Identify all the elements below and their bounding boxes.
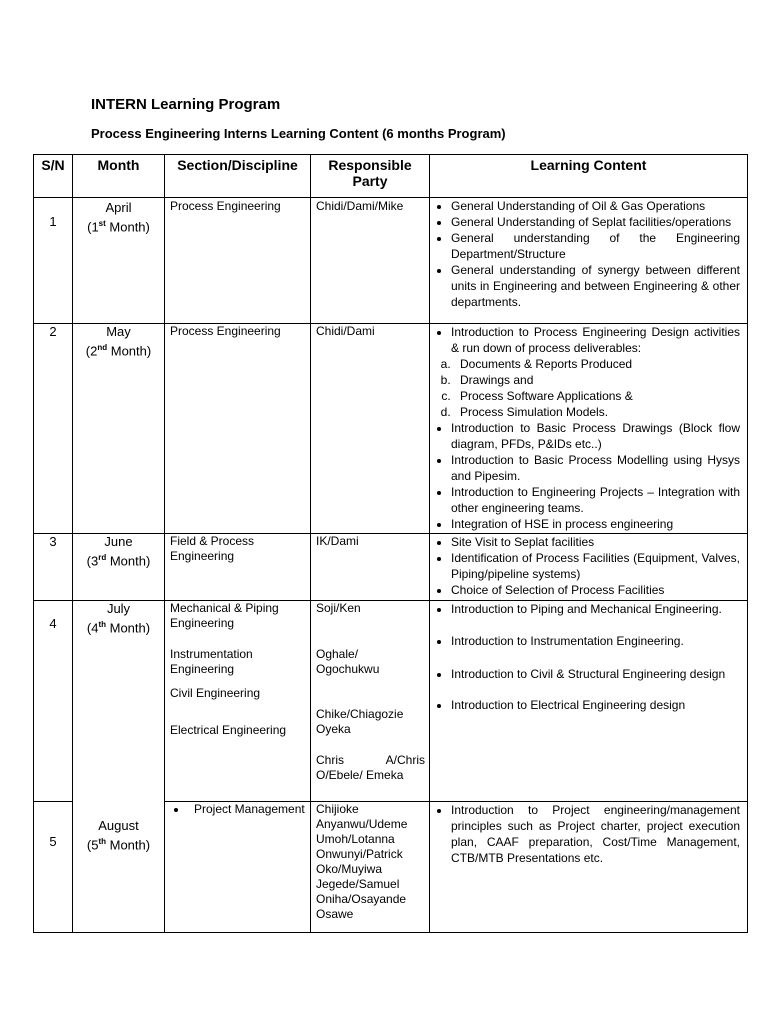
list-item: • Site Visit to Seplat facilities [451, 534, 740, 550]
list-item: • Choice of Selection of Process Facilities [451, 582, 740, 598]
party-cell: Chijioke Anyanwu/Udeme Umoh/Lotanna Onwunyi/Patrick Oko/Muyiwa Jegede/Samuel Oniha/Osayande Osawe [311, 802, 430, 933]
learning-content-cell [430, 198, 748, 324]
table-row [34, 198, 748, 324]
list-item: • Introduction to Instrumentation Engineering. [451, 633, 740, 649]
table-row [34, 601, 748, 802]
list-item: • Identification of Process Facilities (Equipment, Valves, Piping/pipeline systems) [451, 550, 740, 582]
document-subtitle: Process Engineering Interns Learning Content (6 months Program) [91, 126, 506, 141]
month-cell [73, 802, 165, 933]
list-item: • Introduction to Piping and Mechanical Engineering. [451, 601, 740, 617]
table-row [34, 534, 748, 601]
month-number: (2nd Month) [85, 343, 152, 359]
header-month: Month [73, 155, 165, 198]
section-cell: Process Engineering [165, 198, 311, 324]
sub-list-item: c. Process Software Applications & [454, 388, 740, 404]
party-instrumentation: Oghale/ Ogochukwu [316, 647, 380, 676]
sn-cell: 3 [34, 534, 73, 601]
content-list [430, 802, 740, 866]
month-name: April [105, 200, 132, 215]
party-cell: IK/Dami [311, 534, 430, 601]
list-item: • Introduction to Project engineering/management principles such as Project charter, project execution plan, CAAF preparation, Cost/Time Management, CTB/MTB Presentations etc. [451, 802, 740, 866]
section-list [170, 802, 306, 817]
section-cell: Process Engineering [165, 324, 311, 534]
sub-list-item: d. Process Simulation Models. [454, 404, 740, 420]
month-name: May [106, 324, 131, 339]
content-list [430, 324, 740, 532]
sn-value: 1 [49, 214, 57, 229]
header-section: Section/Discipline [165, 155, 311, 198]
month-cell [73, 534, 165, 601]
section-cell [165, 601, 311, 802]
party-cell: Chidi/Dami [311, 324, 430, 534]
learning-content-cell [430, 802, 748, 933]
sub-list [430, 356, 740, 420]
month-name: August [98, 817, 139, 833]
header-sn: S/N [34, 155, 73, 198]
header-learning: Learning Content [430, 155, 748, 198]
learning-content-cell [430, 601, 748, 802]
month-name: June [104, 534, 133, 549]
section-cell: Field & Process Engineering [165, 534, 311, 601]
month-name: July [106, 601, 131, 616]
list-item: • General understanding of synergy between different units in Engineering and between Engineering & other departments. [451, 262, 740, 310]
table-row [34, 802, 748, 933]
content-list [430, 198, 740, 310]
party-mechanical: Soji/Ken [316, 601, 361, 615]
section-electrical: Electrical Engineering [170, 723, 287, 737]
month-cell [73, 198, 165, 324]
table-row [34, 324, 748, 534]
list-item: • Introduction to Process Engineering Design activities & run down of process deliverables: a. Documents & Reports Produced b. Drawings and c. Process Software Applications & d. Process Simulation Models. [451, 324, 740, 420]
list-item: • General Understanding of Oil & Gas Operations [451, 198, 740, 214]
list-item: • Introduction to Basic Process Modelling using Hysys and Pipesim. [451, 452, 740, 484]
list-item: • Introduction to Engineering Projects – Integration with other engineering teams. [451, 484, 740, 516]
month-number: (5th Month) [86, 836, 151, 852]
list-item: • Introduction to Basic Process Drawings (Block flow diagram, PFDs, P&IDs etc..) [451, 420, 740, 452]
month-cell [73, 601, 165, 802]
list-item: • General understanding of the Engineering Department/Structure [451, 230, 740, 262]
party-electrical: Chris A/Chris O/Ebele/ Emeka [316, 753, 425, 782]
learning-content-cell [430, 324, 748, 534]
content-list [430, 534, 740, 598]
list-item: • Integration of HSE in process engineering [451, 516, 740, 532]
section-cell [165, 802, 311, 933]
sn-cell: 4 [34, 601, 73, 802]
sn-cell: 2 [34, 324, 73, 534]
section-civil: Civil Engineering [170, 686, 261, 700]
month-number: (3rd Month) [86, 553, 151, 569]
party-civil: Chike/Chiagozie Oyeka [316, 707, 404, 736]
party-cell [311, 601, 430, 802]
list-item: • Introduction to Electrical Engineering design [451, 697, 740, 713]
section-mechanical: Mechanical & Piping Engineering [170, 601, 279, 630]
party-cell: Chidi/Dami/Mike [311, 198, 430, 324]
month-number: (4th Month) [86, 620, 151, 636]
list-item: • Introduction to Civil & Structural Engineering design [451, 666, 740, 682]
section-instrumentation: Instrumentation Engineering [170, 647, 253, 676]
learning-content-cell [430, 534, 748, 601]
sub-list-item: b. Drawings and [454, 372, 740, 388]
section-item: • Project Management [188, 802, 306, 817]
month-cell [73, 324, 165, 534]
content-list [430, 601, 740, 713]
table-header-row [34, 155, 748, 198]
sn-cell: 5 [34, 802, 73, 933]
header-party: Responsible Party [311, 155, 430, 198]
document-title: INTERN Learning Program [91, 96, 281, 113]
month-number: (1st Month) [87, 219, 150, 235]
sub-list-item: a. Documents & Reports Produced [454, 356, 740, 372]
sn-cell [34, 198, 73, 324]
learning-program-table [33, 154, 748, 933]
list-item: • General Understanding of Seplat facilities/operations [451, 214, 740, 230]
